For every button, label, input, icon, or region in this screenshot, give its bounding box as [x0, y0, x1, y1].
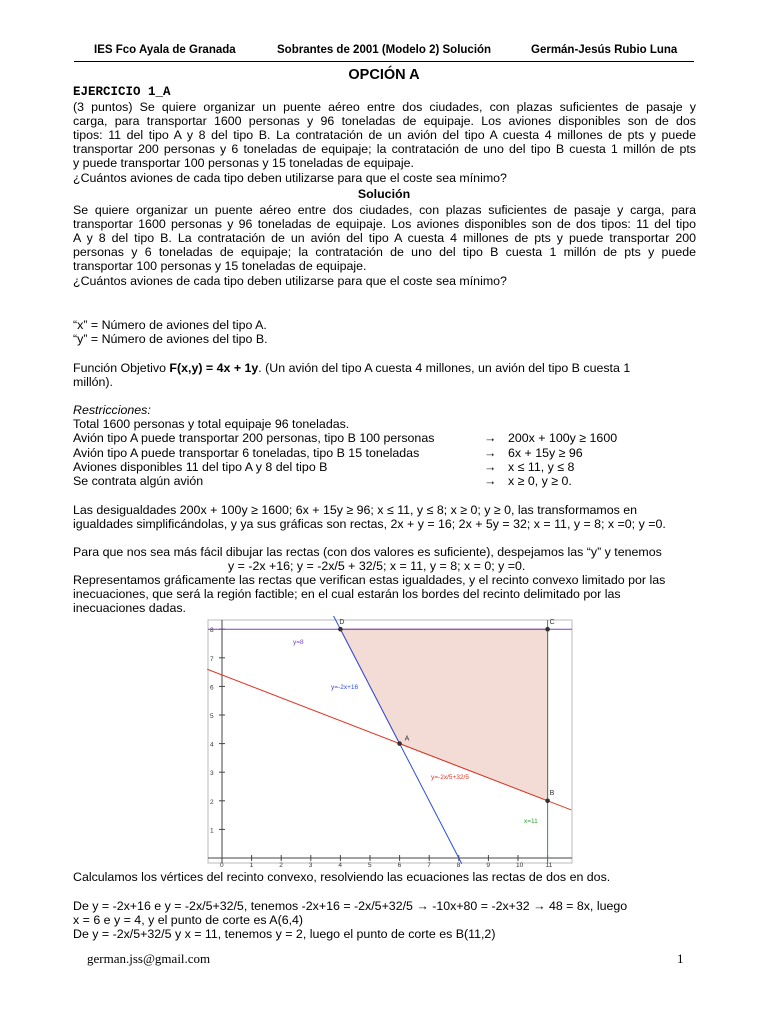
- statement-line: carga, para transportar 1600 personas y 96 toneladas de equipaje. Los aviones disponibles son de dos: [73, 114, 696, 128]
- vertex-calculation: De y = -2x+16 e y = -2x/5+32/5, tenemos -2x+16 = -2x/5+32/5 → -10x+80 = -2x+32 → 48 = 8x, luego: [73, 899, 628, 913]
- solution-line: A y 8 del tipo B. La contratación de un avión del tipo A cuesta 4 millones de pts y puede transportar 200: [73, 231, 696, 245]
- x-tick-label: 9: [486, 862, 491, 869]
- restriction-inequality: x ≤ 11, y ≤ 8: [508, 460, 575, 474]
- draw-line: Para que nos sea más fácil dibujar las rectas (con dos valores es suficiente), despejamos las “y” y tenemos: [73, 545, 662, 559]
- y-tick-label: 7: [210, 655, 214, 663]
- objective-formula: F(x,y) = 4x + 1y: [169, 361, 259, 375]
- solution-label: Solución: [357, 187, 411, 201]
- x-tick-label: 8: [456, 862, 461, 869]
- arrow-icon: →: [484, 460, 497, 474]
- objective-suffix: . (Un avión del tipo A cuesta 4 millones, un avión del tipo B cuesta 1: [258, 361, 631, 375]
- x-tick-label: 3: [308, 862, 313, 869]
- restrictions-intro: Total 1600 personas y total equipaje 96 toneladas.: [73, 417, 350, 431]
- statement-line: ¿Cuántos aviones de cada tipo deben utilizarse para que el coste sea mínimo?: [73, 171, 507, 185]
- x-tick-label: 1: [249, 862, 254, 869]
- page-number: 1: [677, 951, 684, 966]
- page-title: OPCIÓN A: [348, 67, 420, 83]
- header-author: Germán-Jesús Rubio Luna: [531, 44, 678, 56]
- y-tick-label: 5: [210, 713, 214, 720]
- x-tick-label: 7: [427, 862, 431, 869]
- feasible-region-graph: [196, 616, 580, 872]
- vertex-point: [545, 799, 550, 804]
- objective-line-2: millón).: [73, 375, 113, 389]
- x-tick-label: 5: [368, 862, 372, 869]
- restriction-inequality: 6x + 15y ≥ 96: [508, 446, 583, 460]
- restriction-text: Aviones disponibles 11 del tipo A y 8 del tipo B: [73, 460, 328, 474]
- solution-line: personas y 6 toneladas de equipaje; la contratación de uno del tipo B cuesta 1 millón de pts y puede: [73, 245, 696, 259]
- header-exam: Sobrantes de 2001 (Modelo 2) Solución: [277, 44, 492, 56]
- label-line1: y=-2x+16: [331, 684, 359, 691]
- arrow-icon: →: [484, 474, 497, 488]
- inequalities-line: igualdades simplificándolas, y ya sus gráficas son rectas, 2x + y = 16; 2x + 5y = 32; x = 11, y = 8; x =0; y =0.: [73, 517, 666, 531]
- objective-prefix: Función Objetivo: [73, 361, 170, 375]
- page-header: [84, 44, 718, 60]
- label-x11: x=11: [524, 818, 538, 825]
- vertex-label: D: [339, 619, 345, 627]
- inequalities-line: Las desigualdades 200x + 100y ≥ 1600; 6x + 15y ≥ 96; x ≤ 11, y ≤ 8; x ≥ 0; y ≥ 0, las transformamos en: [73, 503, 638, 517]
- y-tick-label: 1: [210, 827, 214, 835]
- label-line2: y=-2x/5+32/5: [431, 774, 469, 781]
- vertex-point: [338, 627, 343, 632]
- solution-line: Se quiere organizar un puente aéreo entre dos ciudades, con plazas suficientes de pasaje y carga, para: [73, 203, 696, 217]
- header-school: IES Fco Ayala de Granada: [94, 44, 236, 56]
- statement-line: tipos: 11 del tipo A y 8 del tipo B. La contratación de un avión del tipo A cuesta 4 millones de pts y puede: [73, 128, 696, 142]
- solution-line: transportar 100 personas y 15 toneladas de equipaje.: [73, 259, 367, 273]
- variable-x-definition: “x” = Número de aviones del tipo A.: [73, 318, 267, 332]
- statement-line: y puede transportar 100 personas y 15 toneladas de equipaje.: [73, 156, 414, 170]
- y-tick-label: 3: [210, 770, 214, 778]
- x-tick-label: 2: [279, 862, 283, 869]
- x-tick-label: 4: [338, 862, 343, 869]
- vertex-label: C: [549, 619, 555, 627]
- y-tick-label: 2: [210, 798, 214, 806]
- y-tick-label: 4: [210, 741, 214, 749]
- header-divider: [74, 61, 694, 62]
- vertex-calculation: x = 6 e y = 4, y el punto de corte es A(6,4): [73, 913, 304, 927]
- statement-line: transportar 200 personas y 6 toneladas de equipaje; la contratación de uno del tipo B cuesta 1 millón de pts: [73, 142, 696, 156]
- label-y8: y=8: [293, 639, 304, 646]
- x-tick-label: 6: [397, 862, 402, 869]
- draw-equations: y = -2x +16; y = -2x/5 + 32/5; x = 11, y = 8; x = 0; y =0.: [228, 559, 526, 573]
- vertices-intro: Calculamos los vértices del recinto convexo, resolviendo las ecuaciones las rectas de dos en dos.: [73, 870, 611, 884]
- vertex-point: [397, 741, 402, 746]
- vertex-point: [545, 627, 550, 632]
- arrow-icon: →: [484, 431, 497, 445]
- draw-line: inecuaciones dadas.: [73, 601, 186, 615]
- draw-line: inecuaciones, que será la región factible; en el cual estarán los bordes del recinto delimitado por las: [73, 587, 621, 601]
- objective-function: [73, 361, 696, 375]
- solution-line: ¿Cuántos aviones de cada tipo deben utilizarse para que el coste sea mínimo?: [73, 274, 507, 288]
- y-tick-label: 6: [210, 684, 214, 692]
- variable-y-definition: “y” = Número de aviones del tipo B.: [73, 332, 268, 346]
- vertex-label: B: [549, 789, 555, 797]
- restriction-text: Avión tipo A puede transportar 200 personas, tipo B 100 personas: [73, 431, 435, 445]
- statement-line: (3 puntos) Se quiere organizar un puente aéreo entre dos ciudades, con plazas suficientes de pasaje y: [73, 100, 696, 114]
- y-tick-label: 8: [210, 627, 214, 635]
- x-tick-label: 0: [220, 862, 224, 869]
- solution-line: transportar 1600 personas y 96 toneladas de equipaje. Los aviones disponibles son de dos tipos: 11 del tipo: [73, 217, 696, 231]
- restriction-text: Se contrata algún avión: [73, 474, 204, 488]
- vertex-calculation: De y = -2x/5+32/5 y x = 11, tenemos y = 2, luego el punto de corte es B(11,2): [73, 927, 496, 941]
- vertex-label: A: [404, 735, 410, 743]
- x-tick-label: 10: [516, 862, 524, 869]
- restriction-inequality: 200x + 100y ≥ 1600: [508, 431, 618, 445]
- x-tick-label: 11: [545, 862, 553, 869]
- restrictions-label: Restricciones:: [73, 403, 151, 417]
- exercise-label: EJERCICIO 1_A: [73, 85, 171, 99]
- draw-line: Representamos gráficamente las rectas que verifican estas igualdades, y el recinto convexo limitado por las: [73, 573, 666, 587]
- arrow-icon: →: [484, 446, 497, 460]
- footer-email: german.jss@gmail.com: [87, 951, 211, 966]
- restriction-inequality: x ≥ 0, y ≥ 0.: [508, 474, 572, 488]
- restriction-text: Avión tipo A puede transportar 6 toneladas, tipo B 15 toneladas: [73, 446, 420, 460]
